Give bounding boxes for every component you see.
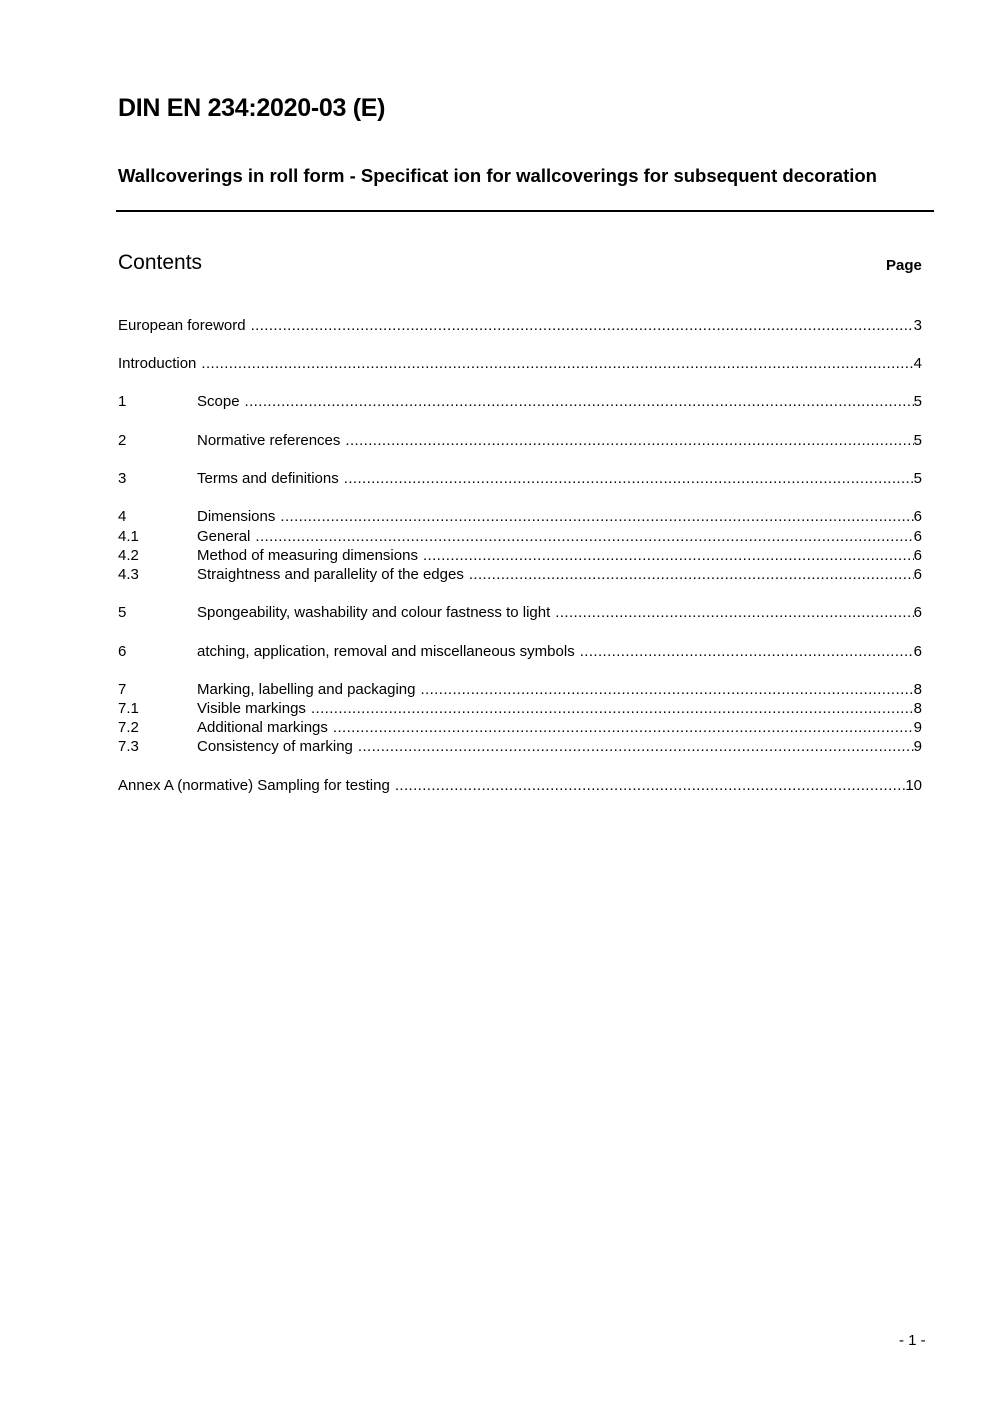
toc-dot-leader	[395, 776, 906, 795]
toc-entry-body	[197, 680, 922, 699]
toc-entry-number: 7.3	[118, 738, 139, 755]
toc-entry-title: Consistency of marking	[197, 738, 353, 755]
toc-entry[interactable]	[118, 603, 922, 622]
toc-entry-body	[197, 642, 922, 661]
toc-entry-title: atching, application, removal and miscellaneous symbols	[197, 643, 575, 660]
toc-entry-title: Scope	[197, 393, 240, 410]
toc-entry-body	[197, 392, 922, 411]
page-column-heading: Page	[886, 257, 922, 274]
toc-entry-number: 7	[118, 681, 127, 698]
toc-entry-number: 5	[118, 604, 127, 621]
toc-entry[interactable]	[118, 718, 922, 737]
toc-entry-title: Straightness and parallelity of the edges	[197, 566, 464, 583]
toc-entry-title: Visible markings	[197, 700, 306, 717]
document-id: DIN EN 234:2020-03 (E)	[118, 94, 386, 122]
toc-entry[interactable]	[118, 527, 922, 546]
toc-entry-page: 9	[913, 738, 922, 755]
toc-entry-page: 6	[913, 547, 922, 564]
toc-entry-title: Method of measuring dimensions	[197, 547, 418, 564]
toc-entry-page: 6	[913, 604, 922, 621]
toc-dot-leader	[555, 603, 913, 622]
toc-entry-number: 4.3	[118, 566, 139, 583]
toc-dot-leader	[251, 316, 914, 335]
toc-entry[interactable]	[118, 431, 922, 450]
toc-entry-body	[197, 507, 922, 526]
toc-entry-number: 3	[118, 470, 127, 487]
toc-entry-page: 5	[913, 393, 922, 410]
document-title: Wallcoverings in roll form - Specificat ion for wallcoverings for subsequent decoration	[118, 165, 877, 186]
toc-dot-leader	[333, 718, 914, 737]
toc-entry-body	[197, 469, 922, 488]
toc-entry[interactable]	[118, 776, 922, 795]
toc-entry[interactable]	[118, 469, 922, 488]
toc-dot-leader	[345, 431, 913, 450]
toc-dot-leader	[255, 527, 913, 546]
toc-entry-number: 4.1	[118, 528, 139, 545]
toc-dot-leader	[344, 469, 914, 488]
toc-entry-number: 6	[118, 643, 127, 660]
toc-entry-page: 6	[913, 643, 922, 660]
toc-entry-page: 5	[913, 432, 922, 449]
toc-entry[interactable]	[118, 642, 922, 661]
toc-dot-leader	[201, 354, 913, 373]
toc-entry-title: European foreword	[118, 317, 246, 334]
toc-entry-title: Introduction	[118, 355, 197, 372]
toc-entry-body	[197, 565, 922, 584]
toc-entry[interactable]	[118, 565, 922, 584]
toc-entry-body	[197, 699, 922, 718]
toc-entry[interactable]	[118, 354, 922, 373]
toc-entry-title: Additional markings	[197, 719, 328, 736]
toc-entry-title: Spongeability, washability and colour fastness to light	[197, 604, 551, 621]
toc-entry-page: 5	[913, 470, 922, 487]
toc-entry[interactable]	[118, 507, 922, 526]
toc-entry-body	[197, 527, 922, 546]
toc-entry-page: 4	[913, 355, 922, 372]
toc-entry-body	[197, 718, 922, 737]
toc-entry-page: 6	[913, 566, 922, 583]
toc-entry-number: 4	[118, 508, 127, 525]
toc-entry-page: 6	[913, 508, 922, 525]
toc-entry-title: Dimensions	[197, 508, 276, 525]
toc-entry-number: 2	[118, 432, 127, 449]
toc-dot-leader	[311, 699, 914, 718]
toc-entry-body	[118, 776, 922, 795]
contents-heading: Contents	[118, 251, 203, 274]
toc-entry-title: Normative references	[197, 432, 341, 449]
toc-entry[interactable]	[118, 699, 922, 718]
toc-dot-leader	[280, 507, 913, 526]
toc-entry[interactable]	[118, 680, 922, 699]
toc-entry-title: Marking, labelling and packaging	[197, 681, 416, 698]
toc-entry-body	[118, 354, 922, 373]
toc-entry-number: 4.2	[118, 547, 139, 564]
toc-entry[interactable]	[118, 546, 922, 565]
toc-entry-body	[118, 316, 922, 335]
toc-dot-leader	[423, 546, 914, 565]
toc-entry-body	[197, 431, 922, 450]
toc-entry-body	[197, 737, 922, 756]
toc-entry-page: 8	[913, 700, 922, 717]
toc-entry-body	[197, 603, 922, 622]
toc-entry-page: 9	[913, 719, 922, 736]
toc-entry-page: 6	[913, 528, 922, 545]
toc-entry-number: 1	[118, 393, 127, 410]
toc-dot-leader	[420, 680, 913, 699]
page-number: - 1 -	[899, 1332, 926, 1349]
toc-dot-leader	[358, 737, 914, 756]
toc-entry-page: 10	[905, 777, 922, 794]
toc-dot-leader	[469, 565, 914, 584]
toc-entry-number: 7.2	[118, 719, 139, 736]
toc-entry-number: 7.1	[118, 700, 139, 717]
table-of-contents	[118, 0, 922, 1403]
toc-entry-title: General	[197, 528, 251, 545]
toc-dot-leader	[580, 642, 914, 661]
toc-entry-body	[197, 546, 922, 565]
toc-entry-page: 8	[913, 681, 922, 698]
toc-entry-page: 3	[913, 317, 922, 334]
toc-entry[interactable]	[118, 392, 922, 411]
toc-dot-leader	[245, 392, 914, 411]
toc-entry-title: Annex A (normative) Sampling for testing	[118, 777, 390, 794]
toc-entry-title: Terms and definitions	[197, 470, 339, 487]
toc-entry[interactable]	[118, 737, 922, 756]
toc-entry[interactable]	[118, 316, 922, 335]
